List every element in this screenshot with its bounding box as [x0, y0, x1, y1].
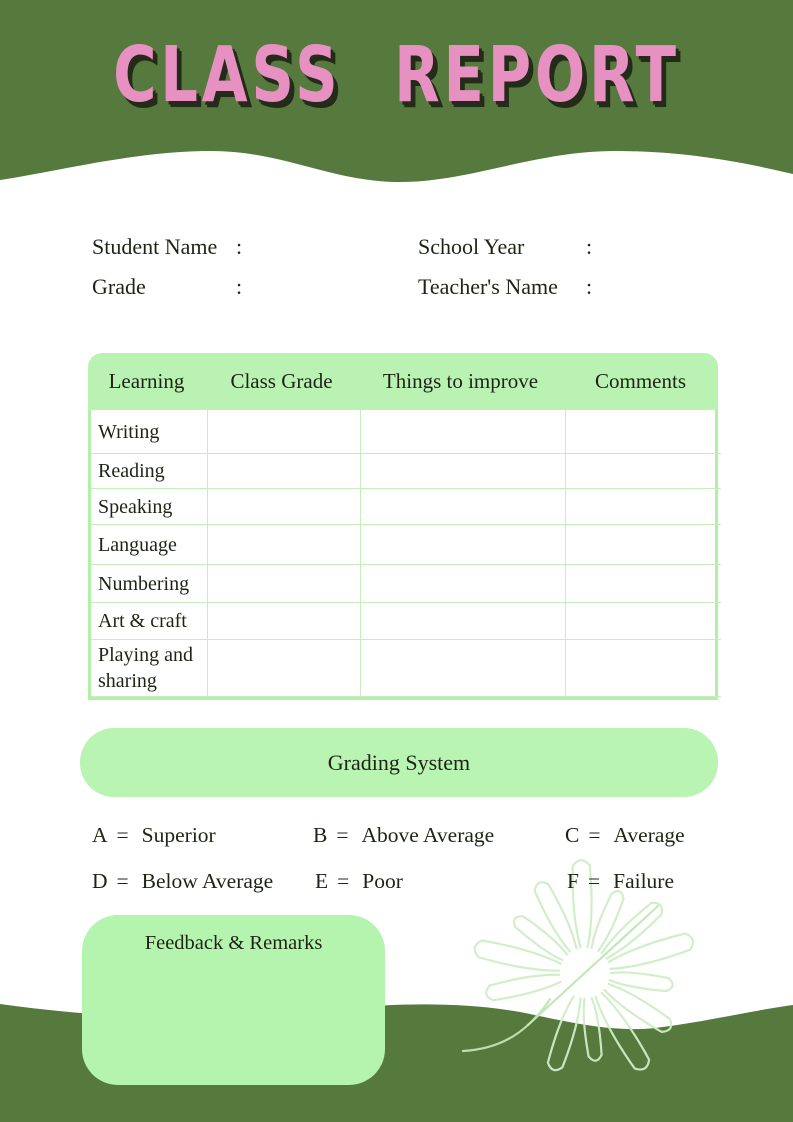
things-to-improve-cell[interactable] [361, 603, 566, 640]
grade-letter: E [315, 869, 329, 893]
comments-cell[interactable] [566, 640, 721, 697]
grade-meaning: Above Average [361, 823, 495, 847]
subject-label: Art & craft [91, 603, 208, 640]
class-grade-cell[interactable] [208, 525, 361, 565]
grade-colon: : [236, 274, 243, 299]
grade-meaning: Below Average [141, 869, 274, 893]
class-grade-cell[interactable] [208, 565, 361, 603]
comments-cell[interactable] [566, 410, 721, 454]
learning-report-table [88, 353, 718, 700]
things-to-improve-cell[interactable] [361, 565, 566, 603]
equals-sign: = [588, 823, 601, 847]
table-header-row [88, 353, 718, 410]
things-to-improve-cell[interactable] [361, 454, 566, 489]
subject-label: Language [91, 525, 208, 565]
feedback-remarks-box[interactable] [82, 915, 385, 1085]
grade-label: Grade [92, 274, 146, 299]
subject-label: Speaking [91, 489, 208, 525]
grade-meaning: Average [613, 823, 685, 847]
teacher-name-value[interactable] [602, 274, 742, 300]
school-year-label: School Year [418, 234, 525, 259]
grade-letter: A [92, 823, 108, 847]
comments-cell[interactable] [566, 565, 721, 603]
class-grade-cell[interactable] [208, 489, 361, 525]
things-to-improve-cell[interactable] [361, 525, 566, 565]
feedback-remarks-title: Feedback & Remarks [144, 932, 323, 954]
comments-cell[interactable] [566, 454, 721, 489]
equals-sign: = [116, 823, 129, 847]
grade-legend-e [315, 869, 403, 894]
things-to-improve-cell[interactable] [361, 640, 566, 697]
grade-meaning: Poor [362, 869, 403, 893]
grade-meaning: Superior [141, 823, 216, 847]
comments-cell[interactable] [566, 489, 721, 525]
equals-sign: = [116, 869, 129, 893]
class-grade-cell[interactable] [208, 603, 361, 640]
monstera-leaf-illustration [440, 858, 720, 1108]
subject-label: Reading [91, 454, 208, 489]
student-name-value[interactable] [252, 234, 392, 260]
header-class-grade: Class Grade [230, 369, 333, 393]
equals-sign: = [336, 823, 349, 847]
grade-legend-c [565, 823, 685, 848]
subject-label: Writing [91, 410, 208, 454]
grade-letter: C [565, 823, 580, 847]
grading-system-title: Grading System [327, 749, 471, 775]
page-title-text: CLASS REPORT [113, 30, 680, 120]
grade-legend-b [313, 823, 494, 848]
grade-letter: F [567, 869, 579, 893]
equals-sign: = [337, 869, 350, 893]
comments-cell[interactable] [566, 603, 721, 640]
grade-legend-f [567, 869, 674, 894]
class-grade-cell[interactable] [208, 454, 361, 489]
grade-legend-d [92, 869, 273, 894]
grade-value[interactable] [252, 274, 392, 300]
school-year-value[interactable] [602, 234, 742, 260]
class-grade-cell[interactable] [208, 410, 361, 454]
grade-meaning: Failure [613, 869, 675, 893]
subject-label: Playing and sharing [91, 640, 208, 697]
table-body [88, 410, 718, 700]
header-things-to-improve: Things to improve [382, 369, 539, 393]
header-learning: Learning [108, 369, 185, 393]
grade-letter: B [313, 823, 328, 847]
student-name-label: Student Name [92, 234, 218, 259]
teacher-name-colon: : [586, 274, 593, 299]
grading-system-banner [80, 728, 718, 797]
student-name-colon: : [236, 234, 243, 259]
school-year-colon: : [586, 234, 593, 259]
class-grade-cell[interactable] [208, 640, 361, 697]
page-title [0, 30, 793, 130]
grade-legend-a [92, 823, 216, 848]
grade-letter: D [92, 869, 108, 893]
equals-sign: = [587, 869, 601, 893]
comments-cell[interactable] [566, 525, 721, 565]
teacher-name-label: Teacher's Name [418, 274, 558, 299]
things-to-improve-cell[interactable] [361, 410, 566, 454]
things-to-improve-cell[interactable] [361, 489, 566, 525]
header-comments: Comments [594, 369, 686, 393]
subject-label: Numbering [91, 565, 208, 603]
